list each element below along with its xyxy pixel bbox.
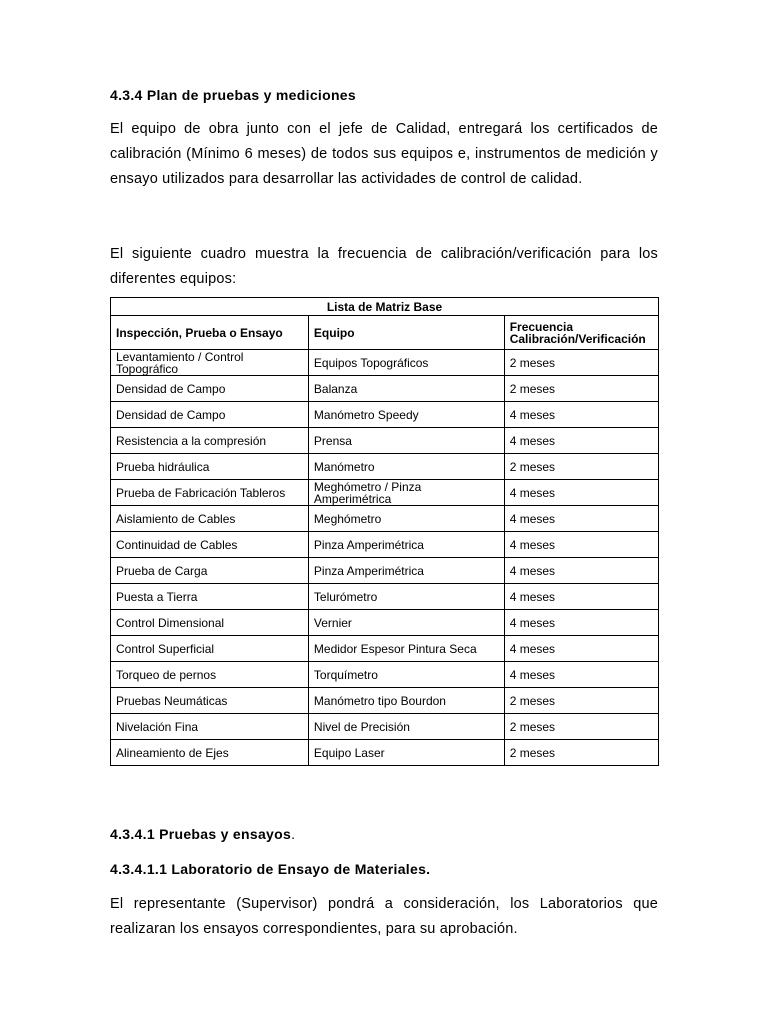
cell-inspection: Alineamiento de Ejes <box>111 740 309 766</box>
cell-equipment: Balanza <box>308 376 504 402</box>
cell-inspection: Densidad de Campo <box>111 376 309 402</box>
cell-inspection: Densidad de Campo <box>111 402 309 428</box>
cell-equipment: Nivel de Precisión <box>308 714 504 740</box>
table-row <box>111 428 659 454</box>
header-inspection: Inspección, Prueba o Ensayo <box>111 316 309 350</box>
cell-inspection: Aislamiento de Cables <box>111 506 309 532</box>
cell-equipment: Pinza Amperimétrica <box>308 532 504 558</box>
cell-equipment: Torquímetro <box>308 662 504 688</box>
table-row <box>111 532 659 558</box>
cell-frequency: 2 meses <box>504 350 658 376</box>
calibration-matrix-table <box>110 297 659 766</box>
cell-inspection: Prueba de Carga <box>111 558 309 584</box>
cell-frequency: 4 meses <box>504 532 658 558</box>
table-row <box>111 454 659 480</box>
cell-equipment: Pinza Amperimétrica <box>308 558 504 584</box>
table-row <box>111 506 659 532</box>
cell-equipment: Prensa <box>308 428 504 454</box>
paragraph-supervisor: El representante (Supervisor) pondrá a consideración, los Laboratorios que realizaran los ensayos correspondientes, para su aprobación. <box>110 896 658 937</box>
cell-inspection: Nivelación Fina <box>111 714 309 740</box>
cell-equipment: Manómetro Speedy <box>308 402 504 428</box>
cell-frequency: 4 meses <box>504 506 658 532</box>
cell-frequency: 4 meses <box>504 584 658 610</box>
table-row <box>111 584 659 610</box>
paragraph-calibration-certificates: El equipo de obra junto con el jefe de Calidad, entregará los certificados de calibración (Mínimo 6 meses) de todos sus equipos e, instrumentos de medición y ensayo utilizados para desarrollar las actividades de control de calidad. <box>110 121 658 187</box>
table-row <box>111 740 659 766</box>
table-row <box>111 558 659 584</box>
cell-frequency: 4 meses <box>504 610 658 636</box>
cell-inspection: Pruebas Neumáticas <box>111 688 309 714</box>
cell-frequency: 2 meses <box>504 688 658 714</box>
table-row <box>111 350 659 376</box>
cell-inspection: Continuidad de Cables <box>111 532 309 558</box>
table-row <box>111 610 659 636</box>
subheading-tests-suffix: . <box>291 826 296 842</box>
section-heading: 4.3.4 Plan de pruebas y mediciones <box>110 87 356 103</box>
cell-equipment: Medidor Espesor Pintura Seca <box>308 636 504 662</box>
table-row <box>111 662 659 688</box>
cell-inspection: Torqueo de pernos <box>111 662 309 688</box>
header-frequency-line1: Frecuencia <box>509 319 574 334</box>
table-row <box>111 714 659 740</box>
cell-equipment: Meghómetro <box>308 506 504 532</box>
cell-frequency: 4 meses <box>504 480 658 506</box>
header-equipment: Equipo <box>308 316 504 350</box>
cell-frequency: 2 meses <box>504 740 658 766</box>
cell-frequency: 4 meses <box>504 558 658 584</box>
cell-inspection: Levantamiento / Control Topográfico <box>111 350 309 376</box>
cell-equipment: Equipo Laser <box>308 740 504 766</box>
table-caption: Lista de Matriz Base <box>111 298 659 316</box>
cell-frequency: 4 meses <box>504 636 658 662</box>
cell-equipment: Manómetro <box>308 454 504 480</box>
paragraph-table-intro: El siguiente cuadro muestra la frecuencia de calibración/verificación para los diferentes equipos: <box>110 246 658 287</box>
cell-equipment: Telurómetro <box>308 584 504 610</box>
table-row <box>111 402 659 428</box>
cell-equipment: Manómetro tipo Bourdon <box>308 688 504 714</box>
table-row <box>111 376 659 402</box>
subheading-tests-text: 4.3.4.1 Pruebas y ensayos <box>110 826 292 842</box>
cell-inspection: Control Superficial <box>111 636 309 662</box>
cell-frequency: 2 meses <box>504 454 658 480</box>
cell-inspection: Prueba hidráulica <box>111 454 309 480</box>
cell-frequency: 4 meses <box>504 662 658 688</box>
subheading-materials-lab: 4.3.4.1.1 Laboratorio de Ensayo de Materiales. <box>110 861 431 877</box>
cell-inspection: Control Dimensional <box>111 610 309 636</box>
subheading-tests <box>110 826 295 842</box>
table-row <box>111 480 659 506</box>
cell-inspection: Resistencia a la compresión <box>111 428 309 454</box>
cell-frequency: 2 meses <box>504 376 658 402</box>
header-frequency <box>504 316 658 350</box>
cell-inspection: Prueba de Fabricación Tableros <box>111 480 309 506</box>
cell-equipment: Meghómetro / Pinza Amperimétrica <box>308 480 504 506</box>
cell-frequency: 4 meses <box>504 428 658 454</box>
header-frequency-line2: Calibración/Verificación <box>509 331 646 346</box>
cell-frequency: 4 meses <box>504 402 658 428</box>
table-row <box>111 636 659 662</box>
table-row <box>111 688 659 714</box>
cell-equipment: Vernier <box>308 610 504 636</box>
cell-frequency: 2 meses <box>504 714 658 740</box>
cell-inspection: Puesta a Tierra <box>111 584 309 610</box>
cell-equipment: Equipos Topográficos <box>308 350 504 376</box>
